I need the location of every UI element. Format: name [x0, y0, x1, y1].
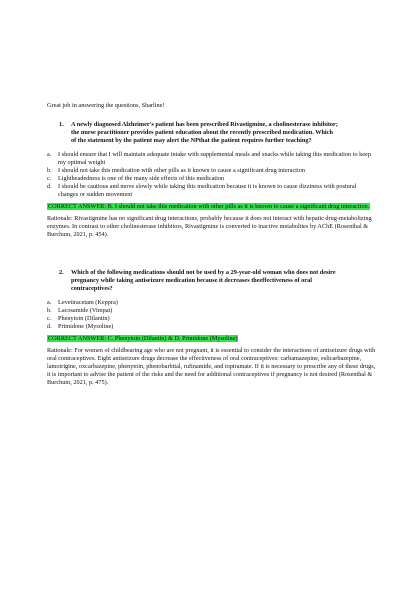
question-text: Which of the following medications should not be used by a 29-year-old woman who does not desire pregnancy while taking antiseizure medication because it decreases theeffectiveness of oral contraceptives?: [71, 269, 336, 292]
question-number: 2.: [59, 269, 64, 276]
option-b: [47, 307, 380, 315]
question-stem: [47, 269, 380, 293]
answer-options: [47, 299, 380, 331]
option-letter: c.: [47, 175, 52, 182]
option-text: Levetiracetam (Keppra): [58, 299, 118, 306]
correct-answer: [47, 203, 380, 211]
option-text: Lightheadedness is one of the many side effects of this medication: [58, 175, 225, 182]
option-d: [47, 183, 380, 199]
rationale-text: Rationale: Rivastigmine has no significant drug interactions, probably because it does not interact with hepatic drug-metabolizing enzymes. In contrast to other cholinesterase inhibitors, Rivastigmine is converted to inactive metabolites by AChE (Rosenthal & Burchum, 2021, p. 454).: [47, 215, 372, 238]
greeting-text: Great job in answering the questions, Sharline!: [47, 102, 165, 109]
option-text: Primidone (Mysoline): [58, 323, 114, 330]
option-text: Phenytoin (Dilantin): [58, 315, 110, 322]
section-spacer: [47, 245, 380, 269]
option-b: [47, 167, 380, 175]
correct-answer: [47, 335, 380, 343]
option-letter: b.: [47, 167, 52, 174]
option-text: I should be cautious and move slowly while taking this medication because it is known to cause dizziness with postural changes or sudden movement: [58, 183, 357, 198]
question-text: A newly diagnosed Alzheimer's patient has been prescribed Rivastigmine, a cholinesterase inhibitor; the nurse practitioner provides patient education about the recently prescribed medication. Which of the statement by the patient may alert the NPthat the patient requires further teaching?: [71, 121, 338, 144]
question-2: [47, 269, 380, 387]
option-c: [47, 175, 380, 183]
option-letter: d.: [47, 183, 52, 190]
option-d: [47, 323, 380, 331]
question-1: [47, 121, 380, 239]
option-letter: a.: [47, 299, 52, 306]
correct-answer-highlight: CORRECT ANSWER: C. Phenytoin (Dilantin) & D. Primidone (Mysoline): [48, 335, 238, 342]
option-letter: d.: [47, 323, 52, 330]
option-a: [47, 299, 380, 307]
option-c: [47, 315, 380, 323]
option-letter: c.: [47, 315, 52, 322]
rationale-text: Rationale: For women of childbearing age who are not pregnant, it is essential to consider the interactions of antiseizure drugs with oral contraceptives. Eight antiseizure drugs decrease the effectiveness of oral contraceptives: carbamazepine, eslicarbazepine, lamotrigine, oxcarbazepine, phenytoin, phenobarbital, rufinamide, and topiramate. If it is necessary to prescribe any of these drugs, it is important to advise the patient of the risks and the need for additional contraceptives if pregnancy is not desired (Rosenthal & Burchum, 2021, p. 475).: [47, 347, 376, 386]
correct-answer-highlight: CORRECT ANSWER: B. I should not take this medication with other pills as it is known to cause a significant drug interaction.: [48, 203, 370, 210]
option-a: [47, 151, 380, 167]
question-stem: [47, 121, 380, 145]
option-letter: a.: [47, 151, 52, 158]
option-text: I should ensure that I will maintain adequate intake with supplemental meals and snacks while taking this medication to keep my optimal weight: [58, 151, 371, 166]
question-number: 1.: [59, 121, 64, 128]
option-letter: b.: [47, 307, 52, 314]
option-text: Lacosamide (Vimpat): [58, 307, 113, 314]
option-text: I should not take this medication with other pills as it known to cause a significant drug interaction: [58, 167, 305, 174]
answer-options: [47, 151, 380, 199]
